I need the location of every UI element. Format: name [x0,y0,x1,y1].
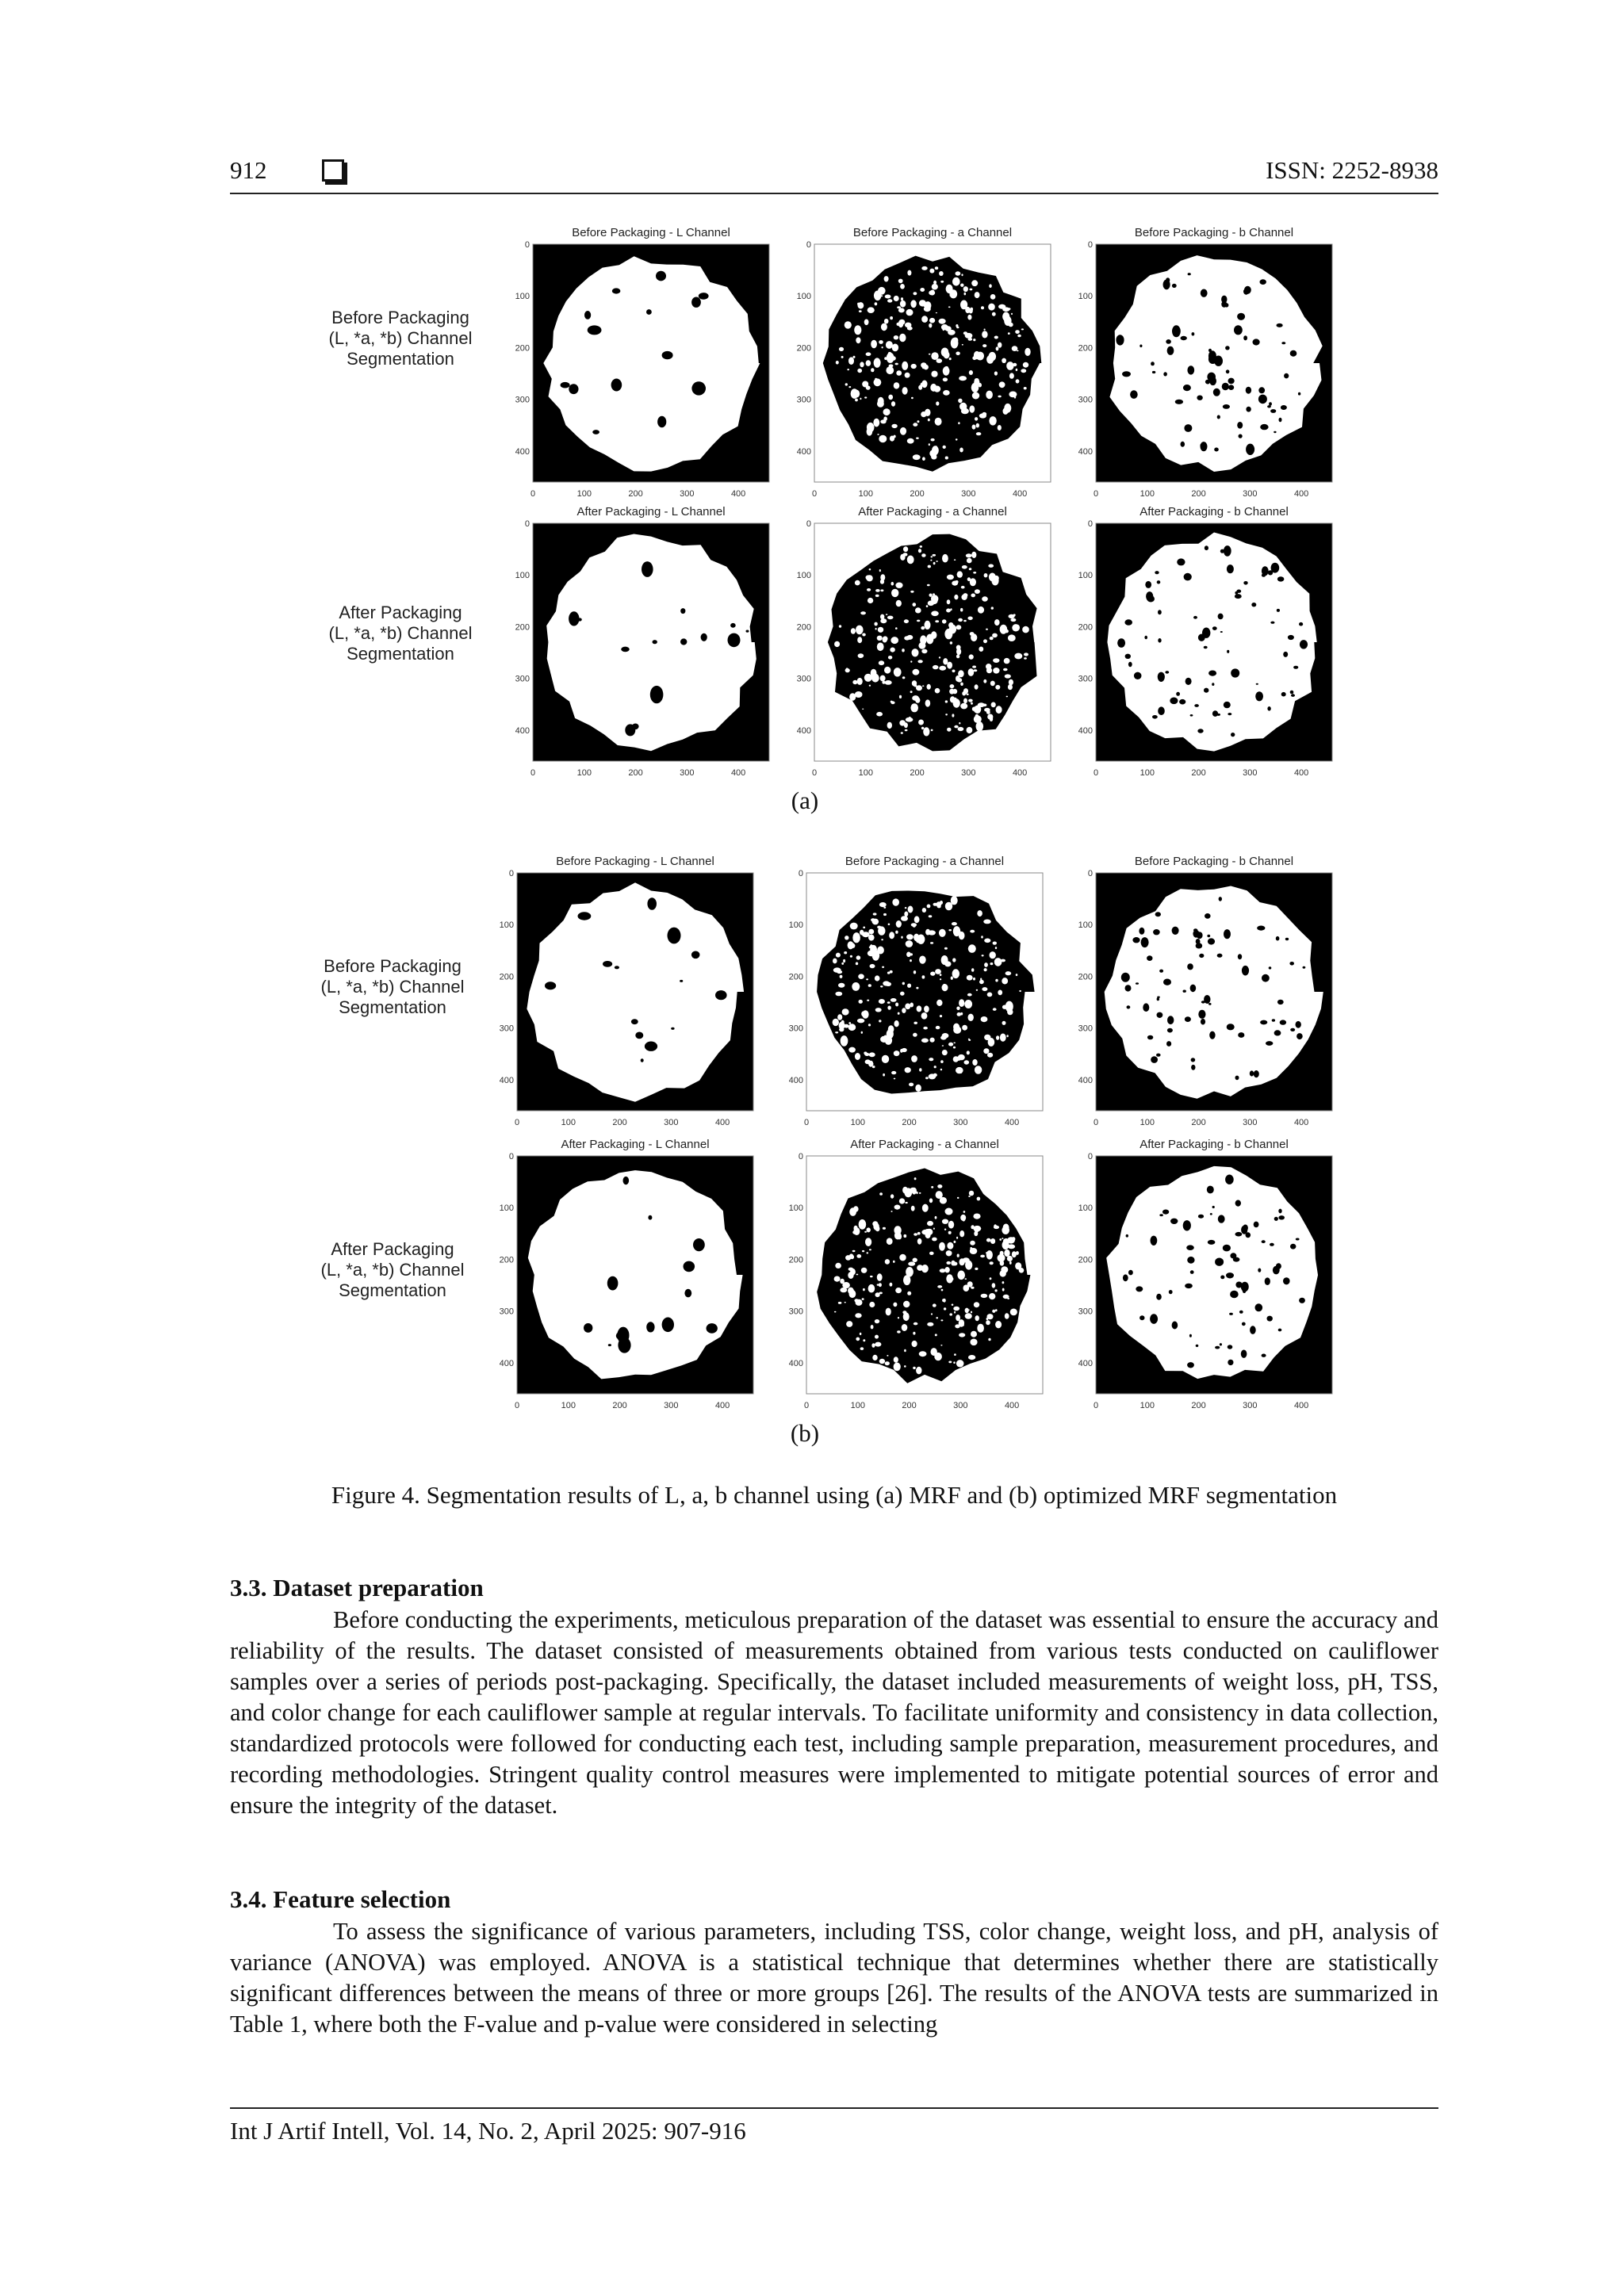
square-box-icon [322,159,344,182]
y-tick-label: 100 [500,920,514,931]
y-tick-label: 400 [1078,725,1093,736]
paragraph-feature-selection: To assess the significance of various parameters, including TSS, color change, weight loss, and pH, analysis of variance (ANOVA) was employed. ANOVA is a statistical technique that determines whether there are statistically significant differences between the means of three or more groups [26]. The results of the ANOVA tests are summarized in Table 1, where both the F-value and p-value were considered in selecting [230,1918,1438,2038]
x-tick-label: 200 [1191,1401,1206,1410]
panel-title: After Packaging - b Channel [1139,505,1289,519]
panel-a-before-b [1078,222,1340,503]
x-tick-label: 300 [680,489,695,499]
x-tick-label: 100 [1139,489,1155,499]
x-tick-label: 300 [953,1118,968,1127]
page-number: 912 [230,156,267,184]
panel-title: Before Packaging - a Channel [852,226,1013,239]
figure-4a [313,214,1360,814]
panel-b-after-b [1078,1134,1340,1415]
x-tick-label: 200 [910,768,925,778]
x-tick-label: 300 [664,1118,679,1127]
figure-4b [313,847,1360,1447]
segmentation-plot [1078,222,1340,503]
panel-title: Before Packaging - b Channel [1134,226,1294,239]
y-tick-label: 300 [500,1307,514,1317]
y-tick-label: 100 [789,920,803,931]
x-tick-label: 0 [811,768,818,778]
y-tick-label: 200 [797,343,811,354]
x-tick-label: 400 [730,489,746,499]
y-tick-label: 0 [508,1152,514,1161]
row-label-after: After Packaging (L, *a, *b) Channel Segmentation [328,603,473,664]
x-tick-label: 100 [858,489,873,499]
panel-title: Before Packaging - a Channel [845,855,1005,868]
segmentation-plot [1078,851,1340,1132]
y-tick-label: 200 [1078,343,1093,354]
x-tick-label: 300 [961,489,976,499]
y-tick-label: 400 [515,725,530,736]
x-tick-label: 200 [1191,489,1206,499]
x-tick-label: 0 [803,1401,810,1410]
x-tick-label: 300 [961,768,976,778]
y-tick-label: 0 [798,869,803,878]
y-tick-label: 400 [789,1358,803,1368]
x-tick-label: 400 [714,1401,730,1410]
x-tick-label: 200 [902,1118,917,1127]
y-tick-label: 100 [1078,571,1093,581]
segmentation-plot [500,1134,761,1415]
y-tick-label: 0 [1087,519,1093,529]
panel-b-before-b [1078,851,1340,1132]
y-tick-label: 300 [515,674,530,684]
x-tick-label: 0 [530,489,536,499]
y-tick-label: 100 [500,1203,514,1214]
y-tick-label: 200 [1078,972,1093,982]
x-tick-label: 100 [1139,768,1155,778]
x-tick-label: 100 [858,768,873,778]
x-tick-label: 400 [1293,1401,1309,1410]
x-tick-label: 300 [1243,1401,1258,1410]
panel-title: After Packaging - b Channel [1139,1138,1289,1151]
section-heading-3-3: 3.3. Dataset preparation [230,1574,484,1601]
x-tick-label: 0 [514,1401,520,1410]
x-tick-label: 400 [1004,1118,1020,1127]
y-tick-label: 200 [515,343,530,354]
panel-b-before-a [789,851,1051,1132]
y-tick-label: 200 [500,972,514,982]
y-tick-label: 300 [515,395,530,405]
x-tick-label: 0 [1093,1401,1099,1410]
y-tick-label: 400 [1078,1358,1093,1368]
subcaption-a: (a) [791,786,819,814]
y-tick-label: 0 [524,519,530,529]
x-tick-label: 200 [1191,768,1206,778]
x-tick-label: 100 [850,1401,865,1410]
panel-b-after-a [789,1134,1051,1415]
y-tick-label: 0 [524,240,530,250]
y-tick-label: 200 [789,1255,803,1265]
x-tick-label: 200 [612,1118,627,1127]
y-tick-label: 400 [789,1075,803,1085]
panel-b-after-l [500,1134,761,1415]
segmentation-plot [1078,1134,1340,1415]
y-tick-label: 100 [797,292,811,302]
y-tick-label: 100 [789,1203,803,1214]
panel-title: After Packaging - a Channel [850,1138,999,1151]
x-tick-label: 100 [850,1118,865,1127]
panel-title: After Packaging - a Channel [858,505,1007,519]
x-tick-label: 200 [612,1401,627,1410]
y-tick-label: 100 [1078,292,1093,302]
x-tick-label: 400 [714,1118,730,1127]
y-tick-label: 300 [789,1024,803,1034]
y-tick-label: 100 [1078,920,1093,931]
y-tick-label: 100 [1078,1203,1093,1214]
y-tick-label: 100 [515,571,530,581]
x-tick-label: 0 [514,1118,520,1127]
x-tick-label: 400 [1293,1118,1309,1127]
y-tick-label: 0 [798,1152,803,1161]
page-header [230,155,1438,194]
y-tick-label: 300 [1078,674,1093,684]
y-tick-label: 300 [1078,1307,1093,1317]
x-tick-label: 300 [680,768,695,778]
y-tick-label: 400 [1078,1075,1093,1085]
segmentation-plot [1078,501,1340,783]
y-tick-label: 400 [797,446,811,457]
row-label-after: After Packaging (L, *a, *b) Channel Segmentation [320,1239,465,1300]
page-footer: Int J Artif Intell, Vol. 14, No. 2, April 2025: 907-916 [230,2107,1438,2145]
x-tick-label: 400 [1012,768,1028,778]
y-tick-label: 0 [1087,240,1093,250]
y-tick-label: 300 [1078,1024,1093,1034]
x-tick-label: 400 [1012,489,1028,499]
panel-title: After Packaging - L Channel [576,505,726,519]
y-tick-label: 400 [500,1358,514,1368]
y-tick-label: 200 [1078,1255,1093,1265]
y-tick-label: 300 [797,395,811,405]
figure-caption: Figure 4. Segmentation results of L, a, b channel using (a) MRF and (b) optimized MRF segmentation [331,1481,1338,1509]
segmentation-plot [789,1134,1051,1415]
x-tick-label: 200 [628,768,643,778]
x-tick-label: 300 [1243,1118,1258,1127]
subcaption-b: (b) [790,1419,820,1447]
y-tick-label: 0 [508,869,514,878]
x-tick-label: 400 [730,768,746,778]
panel-a-after-l [515,501,777,783]
segmentation-plot [500,851,761,1132]
y-tick-label: 400 [1078,446,1093,457]
panel-title: Before Packaging - L Channel [556,855,714,868]
panel-b-before-l [500,851,761,1132]
segmentation-plot [797,222,1059,503]
x-tick-label: 100 [576,768,592,778]
y-tick-label: 100 [797,571,811,581]
y-tick-label: 100 [515,292,530,302]
x-tick-label: 200 [902,1401,917,1410]
y-tick-label: 200 [1078,622,1093,633]
x-tick-label: 0 [1093,489,1099,499]
x-tick-label: 200 [628,489,643,499]
x-tick-label: 300 [953,1401,968,1410]
segmentation-plot [797,501,1059,783]
segmentation-plot [515,222,777,503]
panel-a-before-l [515,222,777,503]
x-tick-label: 200 [910,489,925,499]
y-tick-label: 400 [515,446,530,457]
panel-a-before-a [797,222,1059,503]
y-tick-label: 0 [1087,869,1093,878]
y-tick-label: 300 [1078,395,1093,405]
x-tick-label: 300 [1243,768,1258,778]
y-tick-label: 300 [500,1024,514,1034]
panel-title: Before Packaging - b Channel [1134,855,1294,868]
paragraph-dataset-preparation: Before conducting the experiments, meticulous preparation of the dataset was essential to ensure the accuracy and reliability of the results. The dataset consisted of measurements obtained from various tests conducted on cauliflower samples over a series of periods post-packaging. Specifically, the dataset included measurements of weight loss, pH, TSS, and color change for each cauliflower sample at regular intervals. To facilitate uniformity and consistency in data collection, standardized protocols were followed for conducting each test, including sample preparation, measurement procedures, and recording methodologies. Stringent quality control measures were implemented to mitigate potential sources of error and ensure the integrity of the dataset. [230,1606,1438,1819]
x-tick-label: 400 [1293,768,1309,778]
row-label-before: Before Packaging (L, *a, *b) Channel Segmentation [320,956,465,1017]
y-tick-label: 200 [500,1255,514,1265]
x-tick-label: 100 [1139,1401,1155,1410]
x-tick-label: 300 [664,1401,679,1410]
panel-a-after-a [797,501,1059,783]
segmentation-plot [515,501,777,783]
panel-a-after-b [1078,501,1340,783]
x-tick-label: 0 [1093,768,1099,778]
x-tick-label: 100 [561,1118,576,1127]
x-tick-label: 200 [1191,1118,1206,1127]
panel-title: After Packaging - L Channel [561,1138,710,1151]
row-label-before: Before Packaging (L, *a, *b) Channel Segmentation [328,308,473,369]
y-tick-label: 0 [806,519,811,529]
x-tick-label: 100 [561,1401,576,1410]
y-tick-label: 400 [500,1075,514,1085]
x-tick-label: 300 [1243,489,1258,499]
x-tick-label: 0 [811,489,818,499]
y-tick-label: 300 [797,674,811,684]
x-tick-label: 400 [1293,489,1309,499]
panel-title: Before Packaging - L Channel [572,226,730,239]
y-tick-label: 200 [515,622,530,633]
y-tick-label: 0 [806,240,811,250]
y-tick-label: 0 [1087,1152,1093,1161]
y-tick-label: 300 [789,1307,803,1317]
x-tick-label: 100 [1139,1118,1155,1127]
y-tick-label: 200 [789,972,803,982]
segmentation-plot [789,851,1051,1132]
x-tick-label: 0 [1093,1118,1099,1127]
section-heading-3-4: 3.4. Feature selection [230,1885,451,1913]
x-tick-label: 0 [803,1118,810,1127]
issn: ISSN: 2252-8938 [1266,156,1438,184]
x-tick-label: 100 [576,489,592,499]
x-tick-label: 400 [1004,1401,1020,1410]
y-tick-label: 400 [797,725,811,736]
x-tick-label: 0 [530,768,536,778]
y-tick-label: 200 [797,622,811,633]
